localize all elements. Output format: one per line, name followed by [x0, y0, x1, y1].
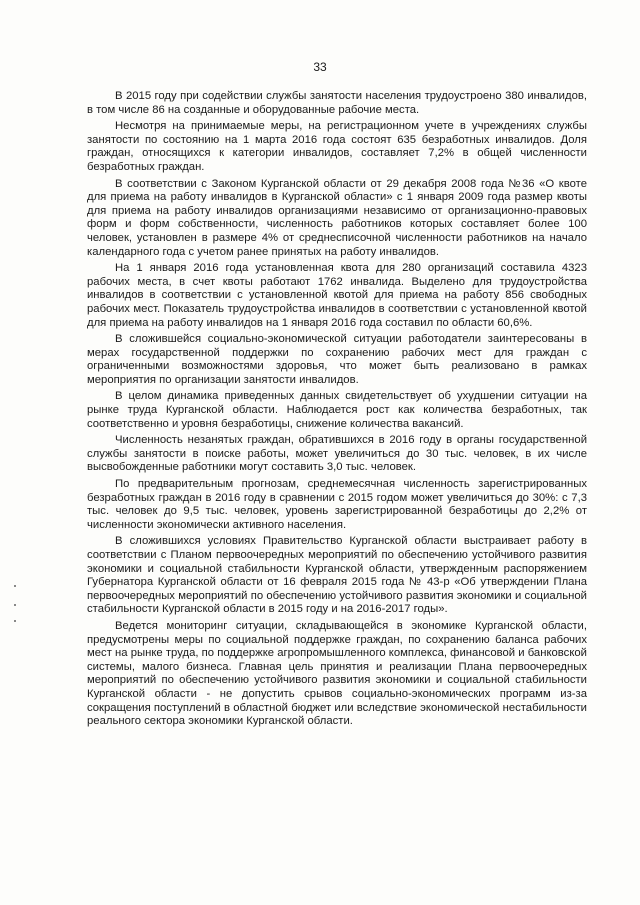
scan-artifact — [14, 585, 16, 587]
paragraph: В сложившейся социально-экономической ситуации работодатели заинтересованы в мерах государственной поддержки по сохранению рабочих мест для граждан с ограниченными возможностями здоровья, что может быть реализовано в рамках мероприятия по организации занятости инвалидов. — [87, 333, 587, 386]
paragraph: Несмотря на принимаемые меры, на регистрационном учете в учреждениях службы занятости по состоянию на 1 марта 2016 года состоят 635 безработных инвалидов. Доля граждан, относящихся к категории инвалидов, составляет 7,2% в общей численности безработных граждан. — [87, 120, 587, 173]
scan-artifact — [14, 604, 16, 606]
body-text — [87, 90, 587, 732]
scan-artifact — [14, 620, 16, 622]
paragraph: В 2015 году при содействии службы занятости населения трудоустроено 380 инвалидов, в том числе 86 на созданные и оборудованные рабочие места. — [87, 90, 587, 116]
paragraph: В целом динамика приведенных данных свидетельствует об ухудшении ситуации на рынке труда Курганской области. Наблюдается рост как количества безработных, так соответственно и уровня безработицы, снижение количества вакансий. — [87, 390, 587, 430]
paragraph: Численность незанятых граждан, обратившихся в 2016 году в органы государственной службы занятости в поиске работы, может увеличиться до 30 тыс. человек, в их числе высвобожденные работники могут составить 3,0 тыс. человек. — [87, 434, 587, 474]
page-number: 33 — [313, 60, 327, 74]
paragraph: По предварительным прогнозам, среднемесячная численность зарегистрированных безработных граждан в 2016 году в сравнении с 2015 годом может увеличиться до 30%: с 7,3 тыс. человек до 9,5 тыс. человек, уровень зарегистрированной безработицы до 2,2% от численности экономически активного населения. — [87, 478, 587, 531]
paragraph: На 1 января 2016 года установленная квота для 280 организаций составила 4323 рабочих места, в счет квоты работают 1762 инвалида. Выделено для трудоустройства инвалидов в соответствии с установленной квотой для приема на работу 856 свободных рабочих мест. Показатель трудоустройства инвалидов в соответствии с установленной квотой для приема на работу инвалидов на 1 января 2016 года составил по области 60,6%. — [87, 262, 587, 329]
paragraph: В соответствии с Законом Курганской области от 29 декабря 2008 года №36 «О квоте для приема на работу инвалидов в Курганской области» с 1 января 2009 года размер квоты для приема на работу инвалидов организациями независимо от организационно-правовых форм и форм собственности, численность работников которых составляет более 100 человек, установлен в размере 4% от среднесписочной численности работников на начало календарного года с учетом ранее принятых на работу инвалидов. — [87, 177, 587, 258]
paragraph: В сложившихся условиях Правительство Курганской области выстраивает работу в соответствии с Планом первоочередных мероприятий по обеспечению устойчивого развития экономики и социальной стабильности Курганской области, утвержденным распоряжением Губернатора Курганской области от 16 февраля 2015 года № 43-р «Об утверждении Плана первоочередных мероприятий по обеспечению устойчивого развития экономики и социальной стабильности Курганской области в 2015 году и на 2016-2017 годы». — [87, 535, 587, 616]
paragraph: Ведется мониторинг ситуации, складывающейся в экономике Курганской области, предусмотрены меры по социальной поддержке граждан, по сохранению баланса рабочих мест на рынке труда, по поддержке агропромышленного комплекса, финансовой и банковской системы, малого бизнеса. Главная цель принятия и реализации Плана первоочередных мероприятий по обеспечению устойчивого развития экономики и социальной стабильности Курганской области - не допустить срывов социально-экономических программ из-за сокращения поступлений в областной бюджет или вследствие экономической нестабильности реального сектора экономики Курганской области. — [87, 619, 587, 728]
